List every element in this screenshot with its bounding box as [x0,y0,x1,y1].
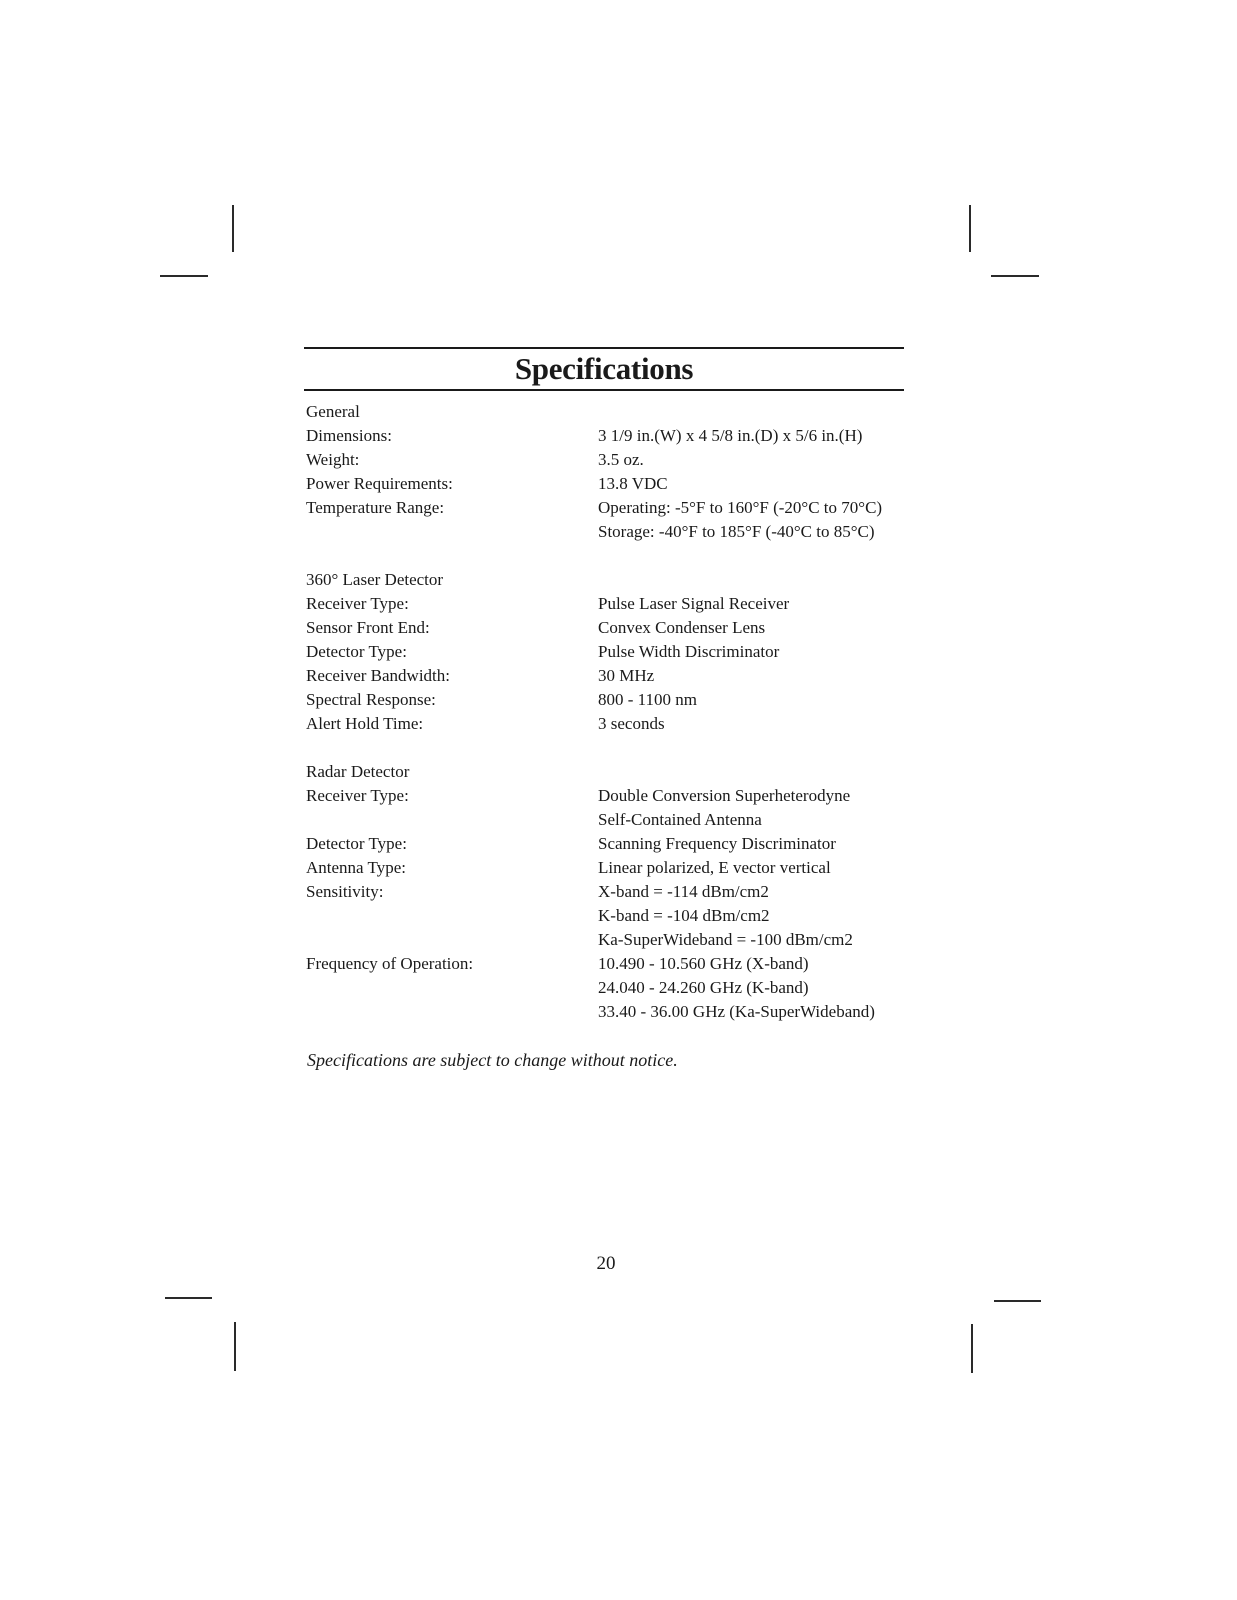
spec-value: Linear polarized, E vector vertical [598,858,831,877]
spec-value: 13.8 VDC [598,474,668,493]
spec-value: Convex Condenser Lens [598,618,766,637]
spec-value: Operating: -5°F to 160°F (-20°C to 70°C) [598,498,883,517]
spec-label [306,976,598,1000]
spec-label [306,904,598,928]
spec-label: Frequency of Operation: [306,954,474,973]
spec-value: Storage: -40°F to 185°F (-40°C to 85°C) [598,522,875,541]
spec-row [306,784,926,808]
spec-label: Receiver Bandwidth: [306,666,450,685]
spec-section [306,400,926,544]
spec-row [306,856,926,880]
spec-value: 33.40 - 36.00 GHz (Ka-SuperWideband) [598,1002,875,1021]
crop-mark-bottom-right-vertical [971,1324,973,1373]
spec-label: Receiver Type: [306,594,409,613]
crop-mark-bottom-left-vertical [234,1322,236,1371]
spec-row [306,928,926,952]
spec-row [306,496,926,520]
spec-row [306,448,926,472]
spec-label [306,520,598,544]
title-rule-bottom [304,389,904,391]
spec-label: Spectral Response: [306,690,436,709]
specifications-list [306,400,926,1024]
crop-mark-top-left-horizontal [160,275,208,277]
page-title: Specifications [514,351,694,386]
title-rule-top [304,347,904,349]
section-heading: Radar Detector [306,762,410,781]
spec-row [306,952,926,976]
spec-row [306,976,926,1000]
spec-label: Antenna Type: [306,858,406,877]
spec-value: K-band = -104 dBm/cm2 [598,906,770,925]
spec-row [306,424,926,448]
spec-row [306,688,926,712]
section-gap [306,736,926,760]
spec-value: 30 MHz [598,666,655,685]
section-heading: 360° Laser Detector [306,570,444,589]
spec-label: Power Requirements: [306,474,453,493]
spec-label: Detector Type: [306,834,407,853]
spec-label [306,808,598,832]
spec-value: Pulse Width Discriminator [598,642,780,661]
spec-row [306,640,926,664]
section-heading-row [306,568,926,592]
spec-value: Ka-SuperWideband = -100 dBm/cm2 [598,930,853,949]
spec-row [306,904,926,928]
spec-value: 3 1/9 in.(W) x 4 5/8 in.(D) x 5/6 in.(H) [598,426,863,445]
spec-row [306,520,926,544]
spec-row [306,664,926,688]
spec-label [306,1000,598,1024]
spec-row [306,808,926,832]
spec-label: Alert Hold Time: [306,714,424,733]
title-block [304,347,904,391]
spec-label: Temperature Range: [306,498,445,517]
spec-value: Self-Contained Antenna [598,810,762,829]
spec-label: Dimensions: [306,426,392,445]
spec-value: X-band = -114 dBm/cm2 [598,882,769,901]
spec-row [306,472,926,496]
spec-row [306,592,926,616]
section-gap [306,544,926,568]
disclaimer-note: Specifications are subject to change without notice. [307,1050,678,1070]
spec-value: 800 - 1100 nm [598,690,698,709]
spec-row [306,712,926,736]
spec-row [306,880,926,904]
section-heading-row [306,760,926,784]
spec-value: Double Conversion Superheterodyne [598,786,851,805]
page-number: 20 [596,1253,616,1274]
spec-section [306,568,926,736]
spec-label: Sensitivity: [306,882,384,901]
crop-mark-top-right-vertical [969,205,971,252]
spec-section [306,760,926,1024]
spec-value: 3.5 oz. [598,450,644,469]
spec-label: Weight: [306,450,360,469]
spec-label [306,928,598,952]
spec-value: 10.490 - 10.560 GHz (X-band) [598,954,809,973]
spec-value: Scanning Frequency Discriminator [598,834,836,853]
spec-label: Receiver Type: [306,786,409,805]
crop-mark-bottom-right-horizontal [994,1300,1041,1302]
spec-label: Detector Type: [306,642,407,661]
crop-mark-bottom-left-horizontal [165,1297,212,1299]
section-heading: General [306,402,360,421]
crop-mark-top-right-horizontal [991,275,1039,277]
section-heading-row [306,400,926,424]
spec-value: Pulse Laser Signal Receiver [598,594,790,613]
spec-label: Sensor Front End: [306,618,430,637]
spec-row [306,1000,926,1024]
spec-value: 3 seconds [598,714,665,733]
spec-row [306,616,926,640]
spec-value: 24.040 - 24.260 GHz (K-band) [598,978,809,997]
spec-row [306,832,926,856]
crop-mark-top-left-vertical [232,205,234,252]
